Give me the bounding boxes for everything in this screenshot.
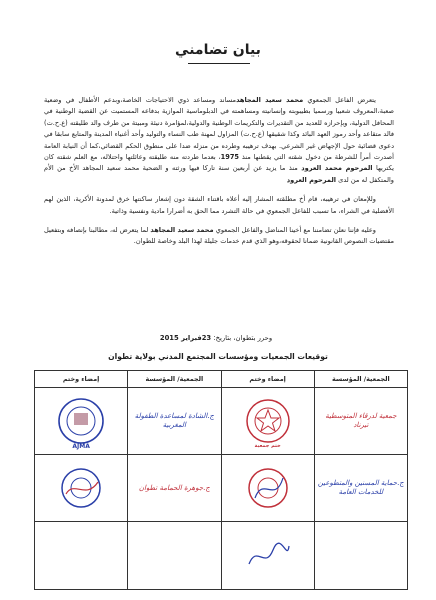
- paragraph-2: وللإمعان في ترهيبه، قام أخ مطلقته المشار إليه أعلاه باقتناء الشقة دون إشعار ساكنتها خرق لمدونة الأكرية، الذين لهم الأفضلية في الشراء، ما تسبب للفاعل الجمعوي في حالة التشرد مما الحق به أضرارا مادية ونفسية وذاتية.: [44, 195, 394, 215]
- association-cell: [314, 522, 407, 590]
- header-signature: إمضاء وختم: [221, 371, 314, 388]
- signature-cell: [35, 522, 128, 590]
- stamp-label: ختم جمعية: [254, 443, 281, 450]
- association-cell: [128, 455, 221, 522]
- blue-round-stamp-icon: [53, 395, 109, 447]
- table-row: [35, 455, 408, 522]
- header-signature: إمضاء وختم: [35, 371, 128, 388]
- document-title: بيان تضامني: [175, 42, 261, 58]
- signature-cell: [221, 387, 314, 454]
- red-round-stamp-icon: [243, 464, 293, 512]
- stamp-label: AJMA: [72, 443, 90, 451]
- header-association: الجمعية/ المؤسسة: [128, 371, 221, 388]
- handwritten-association: ج.جوهرة الحمامة تطوان: [138, 483, 210, 492]
- paragraph-3: وعليه فإننا نعلن تضامننا مع أخينا المناضل والفاعل الجمعوي محمد سعيد المجاهد لما يتعرض له، مطالبنا بإنصافه وبتفعيل مقتضيات النصوص القانونية ضمانا لحقوقه،وهو الذي قدم خدمات جليلة لهذا البلد وخاصة للطوان.: [44, 226, 394, 246]
- signatures-header-row: [35, 371, 408, 388]
- association-cell: [128, 522, 221, 590]
- red-star-stamp-icon: [239, 396, 297, 446]
- blue-round-stamp-icon: [56, 464, 106, 512]
- association-cell: [314, 455, 407, 522]
- signatures-title: توقيعات الجمعيات ومؤسسات المجتمع المدني بولاية تطوان: [108, 352, 328, 361]
- association-cell: [128, 387, 221, 454]
- date-line: وحرر بتطوان، بتاريخ: 23فبراير 2015: [159, 334, 273, 342]
- title-underline: [188, 63, 250, 64]
- signature-cell: [35, 455, 128, 522]
- handwritten-association: ج.حماية المسنين والمتطوعين للخدمات العامة: [317, 479, 404, 497]
- signature-cell: [221, 455, 314, 522]
- header-association: الجمعية/ المؤسسة: [314, 371, 407, 388]
- activist-name: محمد سعيد المجاهد: [236, 96, 304, 104]
- signature-cell: [35, 387, 128, 454]
- signature-cell: [221, 522, 314, 590]
- signatures-table: [34, 370, 408, 590]
- date-value: 23فبراير 2015: [159, 334, 212, 342]
- association-cell: [314, 387, 407, 454]
- signature-icon: [243, 536, 293, 576]
- paragraph-1: يتعرض الفاعل الجمعوي محمد سعيد المجاهدمساند ومساعد ذوي الاحتياجات الخاصة،وبدعم الأطفال في وضعية صعبة،المعروف شعبيا ورسميا بطيبوبته وإنسانيته ومساهمته في الدبلوماسية الموازية بدفاعه المستميت عن القضية الوطنية في المحافل الدولية، وبإحرازه للعديد من التقديرات والتكريمات الوطنية والدولية،لمؤامرة دنيئة ومبيتة من طرف والد طليقته (ع.ح.ت) فالد متقاعد وأحد رموز العهد البائد وكذا شقيقها (ع.ح.ت) المزاول لمهنة طب النساء والتوليد وأحد أغنياء المدينة والمتابع سابقا في دعوى قضائية حول الإجهاض غير الشرعي. بهدف ترهيبه وطرده من منزله ضدا على منطوق الحكم القضائي،كما أن النيابة العامة أصدرت أمراً للشرطة من دخول شقته التي يقطنها منذ 1975، بعدما طردته منه طليقته وعائلتها واحتلاله، مع العلم شقته كان يكتريها المرحوم محمد العرود منذ ما يزيد عن أربعين سنة تاركا فيها ورثته و الضحية محمد سعيد المجاهد الأخ من الأم والمتكفل له من لدى المرحوم العرود: [44, 96, 394, 184]
- statement-body: [44, 95, 394, 256]
- handwritten-association: جمعية لدرقاء المتوسطية تيرناد: [325, 411, 397, 429]
- handwritten-association: ج.الشادة لمساعدة الطفولة المغربية: [134, 411, 215, 429]
- table-row: [35, 387, 408, 454]
- table-row: [35, 522, 408, 590]
